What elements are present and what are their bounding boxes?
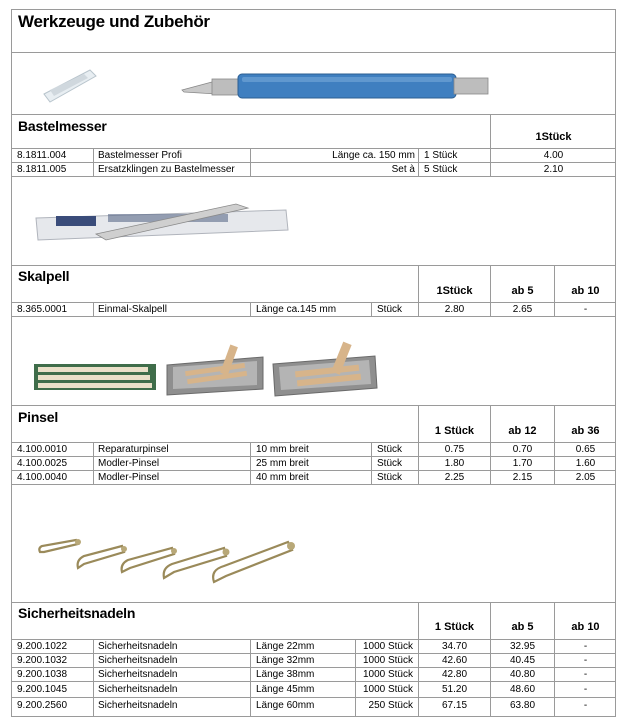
price-header: 1Stück — [535, 131, 572, 143]
divider — [93, 302, 94, 316]
price: - — [583, 669, 588, 680]
unit: 1000 Stück — [362, 684, 413, 695]
divider — [250, 148, 251, 176]
article-number: 8.1811.005 — [17, 164, 67, 175]
product-name: Bastelmesser Profi — [98, 150, 182, 161]
section-heading-sicherheitsnadeln: Sicherheitsnadeln — [18, 605, 136, 621]
price: 2.05 — [575, 472, 596, 483]
unit: 1 Stück — [424, 150, 458, 161]
price-header: 1Stück — [436, 285, 473, 297]
product-name: Sicherheitsnadeln — [98, 669, 178, 680]
product-spec: Länge ca. 150 mm — [332, 150, 415, 161]
price: - — [583, 641, 588, 652]
price: 0.65 — [575, 444, 596, 455]
price-header: 1 Stück — [434, 621, 475, 633]
divider — [250, 302, 251, 316]
section-heading-bastelmesser: Bastelmesser — [18, 118, 107, 134]
price: 0.70 — [512, 444, 533, 455]
price-header: ab 5 — [511, 621, 534, 633]
divider — [355, 639, 356, 717]
product-spec: Länge 32mm — [256, 655, 315, 666]
product-spec: Länge 22mm — [256, 641, 315, 652]
price: 2.15 — [512, 472, 533, 483]
divider — [11, 602, 616, 603]
price: 48.60 — [509, 684, 536, 695]
page-title: Werkzeuge und Zubehör — [18, 12, 210, 31]
product-name: Ersatzklingen zu Bastelmesser — [98, 164, 235, 175]
price: 1.60 — [575, 458, 596, 469]
unit: Stück — [377, 444, 403, 455]
price: - — [583, 700, 588, 711]
price-header: 1 Stück — [434, 425, 475, 437]
product-spec: Länge 60mm — [256, 700, 315, 711]
divider — [371, 302, 372, 316]
product-name: Sicherheitsnadeln — [98, 641, 178, 652]
article-number: 9.200.1038 — [17, 669, 68, 680]
divider — [11, 405, 616, 406]
price: 0.75 — [444, 444, 465, 455]
unit: 5 Stück — [424, 164, 458, 175]
product-name: Einmal-Skalpell — [98, 304, 167, 315]
product-spec: 40 mm breit — [256, 472, 309, 483]
price: 2.25 — [444, 472, 465, 483]
divider — [418, 148, 419, 176]
unit: 250 Stück — [368, 700, 413, 711]
section-heading-skalpell: Skalpell — [18, 268, 70, 284]
divider — [11, 316, 616, 317]
blade-pack-image — [40, 64, 100, 106]
article-number: 8.1811.004 — [17, 150, 67, 161]
price: - — [583, 304, 588, 315]
product-name: Modler-Pinsel — [98, 458, 160, 469]
product-spec: Länge 45mm — [256, 684, 315, 695]
price: 2.10 — [543, 164, 564, 175]
price-header: ab 36 — [571, 425, 600, 437]
product-name: Reparaturpinsel — [98, 444, 169, 455]
brush-box-image — [165, 345, 265, 397]
price: 34.70 — [441, 641, 468, 652]
divider — [11, 697, 616, 698]
price: - — [583, 684, 588, 695]
divider — [93, 148, 94, 176]
price: 32.95 — [509, 641, 536, 652]
price-header: ab 10 — [571, 285, 600, 297]
divider — [93, 639, 94, 717]
article-number: 9.200.1022 — [17, 641, 68, 652]
product-spec: Länge 38mm — [256, 669, 315, 680]
divider — [250, 442, 251, 484]
unit: Stück — [377, 458, 403, 469]
price: 40.80 — [509, 669, 536, 680]
price: 42.80 — [441, 669, 468, 680]
craft-knife-image — [182, 70, 492, 100]
product-name: Sicherheitsnadeln — [98, 684, 178, 695]
unit: Stück — [377, 472, 403, 483]
price-header: ab 12 — [508, 425, 537, 437]
unit: 1000 Stück — [362, 655, 413, 666]
price: 42.60 — [441, 655, 468, 666]
product-name: Sicherheitsnadeln — [98, 700, 178, 711]
price: 4.00 — [543, 150, 564, 161]
price: 2.65 — [512, 304, 533, 315]
divider — [371, 442, 372, 484]
product-spec: 10 mm breit — [256, 444, 309, 455]
scalpel-pack-image — [36, 200, 296, 250]
article-number: 4.100.0010 — [17, 444, 68, 455]
divider — [11, 114, 616, 115]
price: - — [583, 655, 588, 666]
section-heading-pinsel: Pinsel — [18, 409, 59, 425]
product-spec: 25 mm breit — [256, 458, 309, 469]
product-name: Modler-Pinsel — [98, 472, 160, 483]
price: 1.70 — [512, 458, 533, 469]
article-number: 9.200.2560 — [17, 700, 68, 711]
brush-box-image — [271, 342, 379, 400]
unit: Stück — [377, 304, 403, 315]
unit: 1000 Stück — [362, 669, 413, 680]
article-number: 9.200.1032 — [17, 655, 68, 666]
article-number: 4.100.0040 — [17, 472, 68, 483]
price: 2.80 — [444, 304, 465, 315]
price: 67.15 — [441, 700, 468, 711]
article-number: 4.100.0025 — [17, 458, 68, 469]
divider — [11, 176, 616, 177]
product-name: Sicherheitsnadeln — [98, 655, 178, 666]
divider — [11, 265, 616, 266]
article-number: 8.365.0001 — [17, 304, 68, 315]
price: 40.45 — [509, 655, 536, 666]
divider — [11, 681, 616, 682]
price-header: ab 5 — [511, 285, 534, 297]
article-number: 9.200.1045 — [17, 684, 68, 695]
product-spec: Länge ca.145 mm — [256, 304, 337, 315]
price-header: ab 10 — [571, 621, 600, 633]
product-spec: Set à — [391, 164, 415, 175]
brush-set-image — [34, 360, 159, 392]
divider — [11, 484, 616, 485]
divider — [11, 52, 616, 53]
price: 63.80 — [509, 700, 536, 711]
price: 51.20 — [441, 684, 468, 695]
divider — [250, 639, 251, 717]
unit: 1000 Stück — [362, 641, 413, 652]
divider — [93, 442, 94, 484]
price: 1.80 — [444, 458, 465, 469]
safety-pins-image — [38, 528, 298, 584]
